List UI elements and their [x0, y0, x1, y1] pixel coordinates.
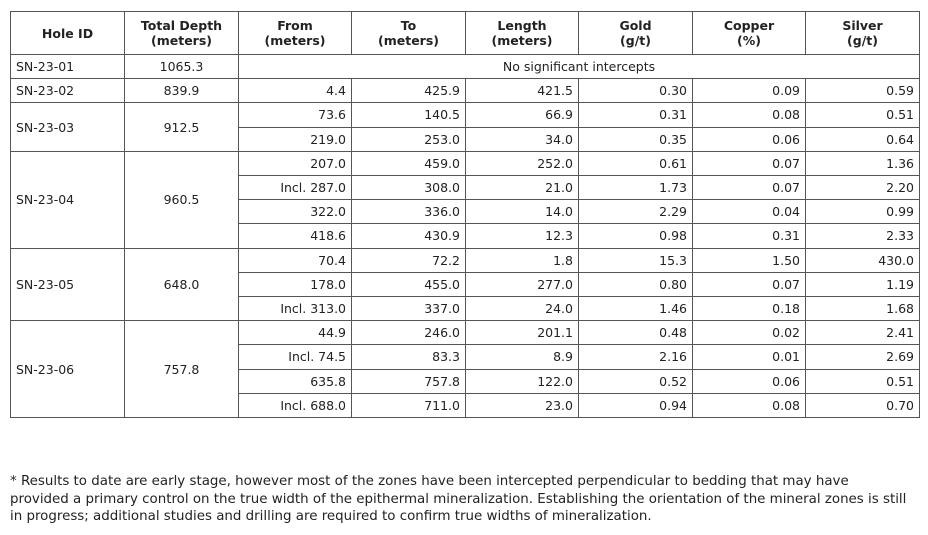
copper-cell: 0.09 — [693, 79, 806, 103]
gold-cell: 2.29 — [579, 200, 693, 224]
length-cell: 421.5 — [466, 79, 579, 103]
drill-results-table — [10, 11, 920, 418]
no-intercepts-note: No significant intercepts — [239, 55, 920, 79]
from-cell: 219.0 — [239, 127, 352, 151]
copper-cell: 0.01 — [693, 345, 806, 369]
from-cell: 73.6 — [239, 103, 352, 127]
header-silver: Silver (g/t) — [806, 12, 920, 55]
gold-cell: 0.98 — [579, 224, 693, 248]
length-cell: 34.0 — [466, 127, 579, 151]
silver-cell: 0.51 — [806, 103, 920, 127]
total-depth-cell: 648.0 — [125, 248, 239, 321]
gold-cell: 2.16 — [579, 345, 693, 369]
length-cell: 8.9 — [466, 345, 579, 369]
length-cell: 21.0 — [466, 176, 579, 200]
gold-cell: 0.94 — [579, 393, 693, 417]
hole-id-cell: SN-23-01 — [11, 55, 125, 79]
hole-id-cell: SN-23-03 — [11, 103, 125, 151]
to-cell: 711.0 — [352, 393, 466, 417]
to-cell: 308.0 — [352, 176, 466, 200]
copper-cell: 0.02 — [693, 321, 806, 345]
header-from: From (meters) — [239, 12, 352, 55]
to-cell: 430.9 — [352, 224, 466, 248]
total-depth-cell: 757.8 — [125, 321, 239, 418]
table-row — [11, 248, 920, 272]
length-cell: 23.0 — [466, 393, 579, 417]
gold-cell: 0.80 — [579, 272, 693, 296]
from-cell: 4.4 — [239, 79, 352, 103]
table-header-row — [11, 12, 920, 55]
gold-cell: 1.46 — [579, 297, 693, 321]
from-cell: Incl. 287.0 — [239, 176, 352, 200]
gold-cell: 0.48 — [579, 321, 693, 345]
header-total-depth: Total Depth (meters) — [125, 12, 239, 55]
header-hole-id: Hole ID — [11, 12, 125, 55]
total-depth-cell: 912.5 — [125, 103, 239, 151]
table-row — [11, 321, 920, 345]
to-cell: 757.8 — [352, 369, 466, 393]
gold-cell: 0.30 — [579, 79, 693, 103]
length-cell: 1.8 — [466, 248, 579, 272]
to-cell: 72.2 — [352, 248, 466, 272]
from-cell: 635.8 — [239, 369, 352, 393]
silver-cell: 0.51 — [806, 369, 920, 393]
to-cell: 337.0 — [352, 297, 466, 321]
gold-cell: 15.3 — [579, 248, 693, 272]
header-length: Length (meters) — [466, 12, 579, 55]
total-depth-cell: 960.5 — [125, 151, 239, 248]
to-cell: 425.9 — [352, 79, 466, 103]
copper-cell: 0.06 — [693, 369, 806, 393]
table-row — [11, 55, 920, 79]
from-cell: Incl. 313.0 — [239, 297, 352, 321]
hole-id-cell: SN-23-06 — [11, 321, 125, 418]
silver-cell: 430.0 — [806, 248, 920, 272]
length-cell: 24.0 — [466, 297, 579, 321]
gold-cell: 0.31 — [579, 103, 693, 127]
copper-cell: 1.50 — [693, 248, 806, 272]
from-cell: 322.0 — [239, 200, 352, 224]
to-cell: 455.0 — [352, 272, 466, 296]
table-row — [11, 79, 920, 103]
length-cell: 277.0 — [466, 272, 579, 296]
from-cell: Incl. 688.0 — [239, 393, 352, 417]
total-depth-cell: 1065.3 — [125, 55, 239, 79]
to-cell: 246.0 — [352, 321, 466, 345]
silver-cell: 2.20 — [806, 176, 920, 200]
from-cell: 44.9 — [239, 321, 352, 345]
copper-cell: 0.31 — [693, 224, 806, 248]
copper-cell: 0.07 — [693, 272, 806, 296]
copper-cell: 0.07 — [693, 151, 806, 175]
silver-cell: 1.19 — [806, 272, 920, 296]
total-depth-cell: 839.9 — [125, 79, 239, 103]
copper-cell: 0.06 — [693, 127, 806, 151]
header-gold: Gold (g/t) — [579, 12, 693, 55]
to-cell: 83.3 — [352, 345, 466, 369]
from-cell: 70.4 — [239, 248, 352, 272]
copper-cell: 0.07 — [693, 176, 806, 200]
copper-cell: 0.08 — [693, 393, 806, 417]
hole-id-cell: SN-23-05 — [11, 248, 125, 321]
header-copper: Copper (%) — [693, 12, 806, 55]
silver-cell: 1.36 — [806, 151, 920, 175]
silver-cell: 0.59 — [806, 79, 920, 103]
from-cell: 207.0 — [239, 151, 352, 175]
length-cell: 14.0 — [466, 200, 579, 224]
to-cell: 459.0 — [352, 151, 466, 175]
table-row — [11, 103, 920, 127]
silver-cell: 1.68 — [806, 297, 920, 321]
copper-cell: 0.18 — [693, 297, 806, 321]
silver-cell: 2.69 — [806, 345, 920, 369]
silver-cell: 2.41 — [806, 321, 920, 345]
silver-cell: 0.64 — [806, 127, 920, 151]
silver-cell: 2.33 — [806, 224, 920, 248]
to-cell: 253.0 — [352, 127, 466, 151]
hole-id-cell: SN-23-02 — [11, 79, 125, 103]
to-cell: 336.0 — [352, 200, 466, 224]
gold-cell: 0.35 — [579, 127, 693, 151]
gold-cell: 0.61 — [579, 151, 693, 175]
hole-id-cell: SN-23-04 — [11, 151, 125, 248]
silver-cell: 0.70 — [806, 393, 920, 417]
header-to: To (meters) — [352, 12, 466, 55]
from-cell: Incl. 74.5 — [239, 345, 352, 369]
table-body — [11, 55, 920, 418]
from-cell: 418.6 — [239, 224, 352, 248]
length-cell: 252.0 — [466, 151, 579, 175]
length-cell: 201.1 — [466, 321, 579, 345]
to-cell: 140.5 — [352, 103, 466, 127]
table-row — [11, 151, 920, 175]
silver-cell: 0.99 — [806, 200, 920, 224]
copper-cell: 0.08 — [693, 103, 806, 127]
from-cell: 178.0 — [239, 272, 352, 296]
length-cell: 66.9 — [466, 103, 579, 127]
length-cell: 12.3 — [466, 224, 579, 248]
gold-cell: 1.73 — [579, 176, 693, 200]
copper-cell: 0.04 — [693, 200, 806, 224]
gold-cell: 0.52 — [579, 369, 693, 393]
footnote: * Results to date are early stage, however most of the zones have been intercepted perpendicular to bedding that may have provided a primary control on the true width of the epithermal mineralization. Establishing the orientation of the mineral zones is still in progress; additional studies and drilling are required to confirm true widths of mineralization. — [10, 474, 907, 524]
length-cell: 122.0 — [466, 369, 579, 393]
